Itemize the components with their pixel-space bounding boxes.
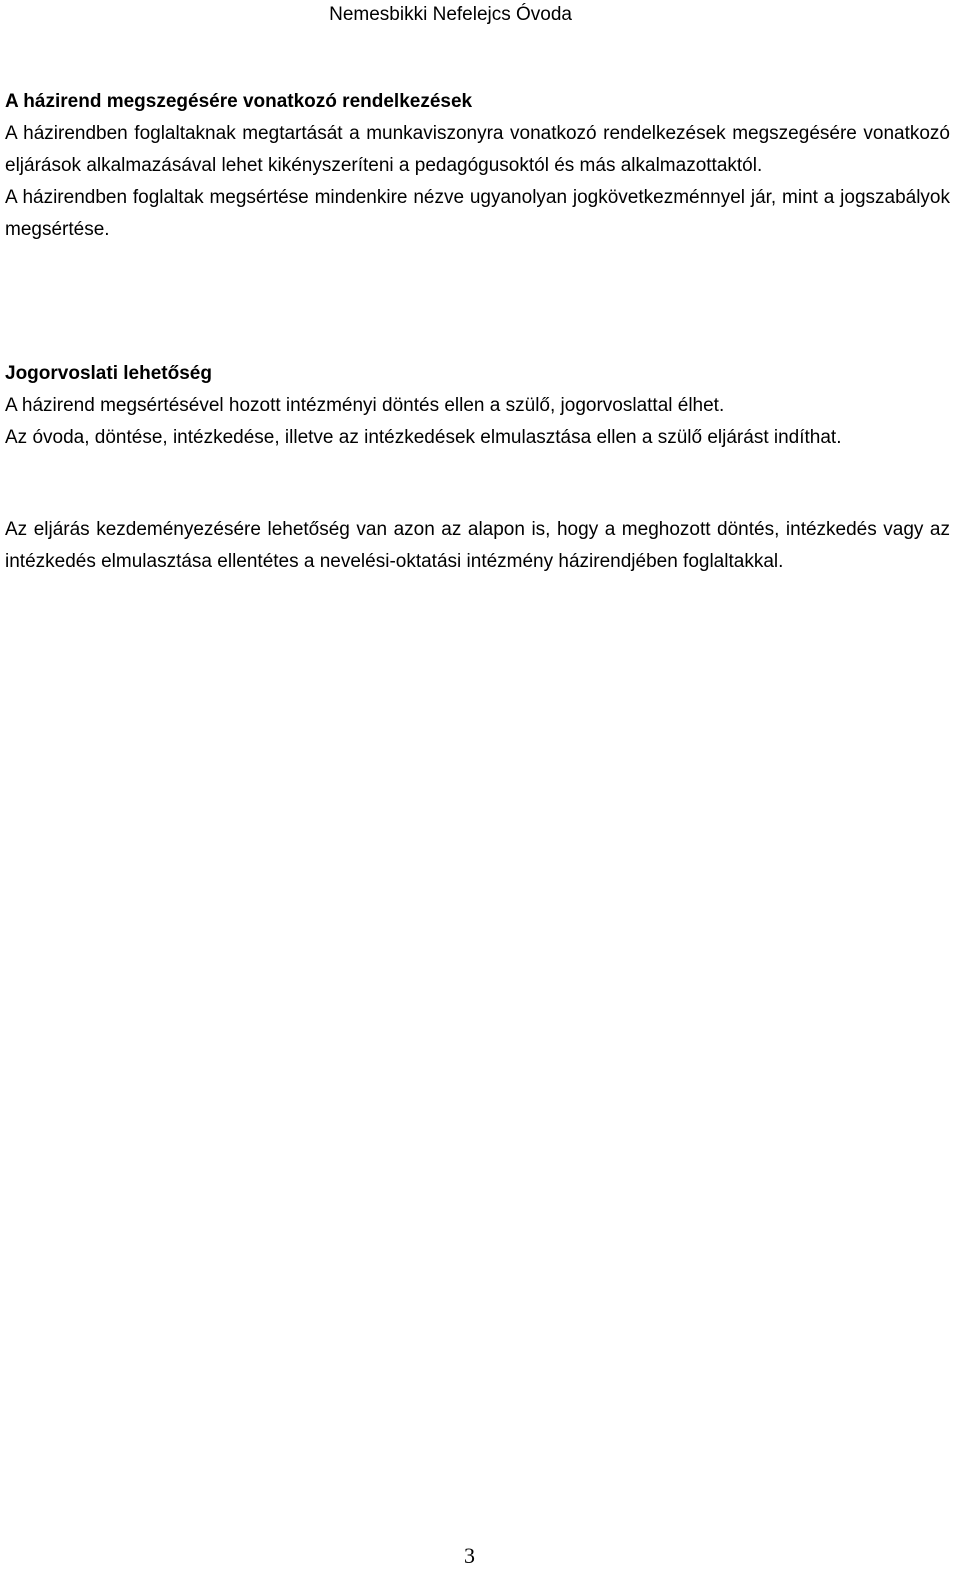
page-header: Nemesbikki Nefelejcs Óvoda [329,4,572,25]
page-number: 3 [464,1543,475,1568]
section-heading: Jogorvoslati lehetőség [5,363,212,384]
section-rule-violation [5,86,950,246]
section-legal-remedy [5,358,950,454]
section-paragraph: Az óvoda, döntése, intézkedése, illetve az intézkedések elmulasztása ellen a szülő eljárást indíthat. [5,427,842,448]
section-paragraph: A házirendben foglaltak megsértése mindenkire nézve ugyanolyan jogkövetkezménnyel jár, mint a jogszabályok megsértése. [5,187,950,240]
section-paragraph: A házirend megsértésével hozott intézményi döntés ellen a szülő, jogorvoslattal élhet. [5,395,725,416]
section-paragraph: A házirendben foglaltaknak megtartását a munkaviszonyra vonatkozó rendelkezések megszegésére vonatkozó eljárások alkalmazásával lehet kikényszeríteni a pedagógusoktól és más alkalmazottaktól. [5,123,950,176]
section-procedure [5,514,950,578]
section-paragraph: Az eljárás kezdeményezésére lehetőség van azon az alapon is, hogy a meghozott döntés, intézkedés vagy az intézkedés elmulasztása ellentétes a nevelési-oktatási intézmény házirendjében foglaltakkal. [5,519,950,572]
section-heading: A házirend megszegésére vonatkozó rendelkezések [5,91,473,112]
